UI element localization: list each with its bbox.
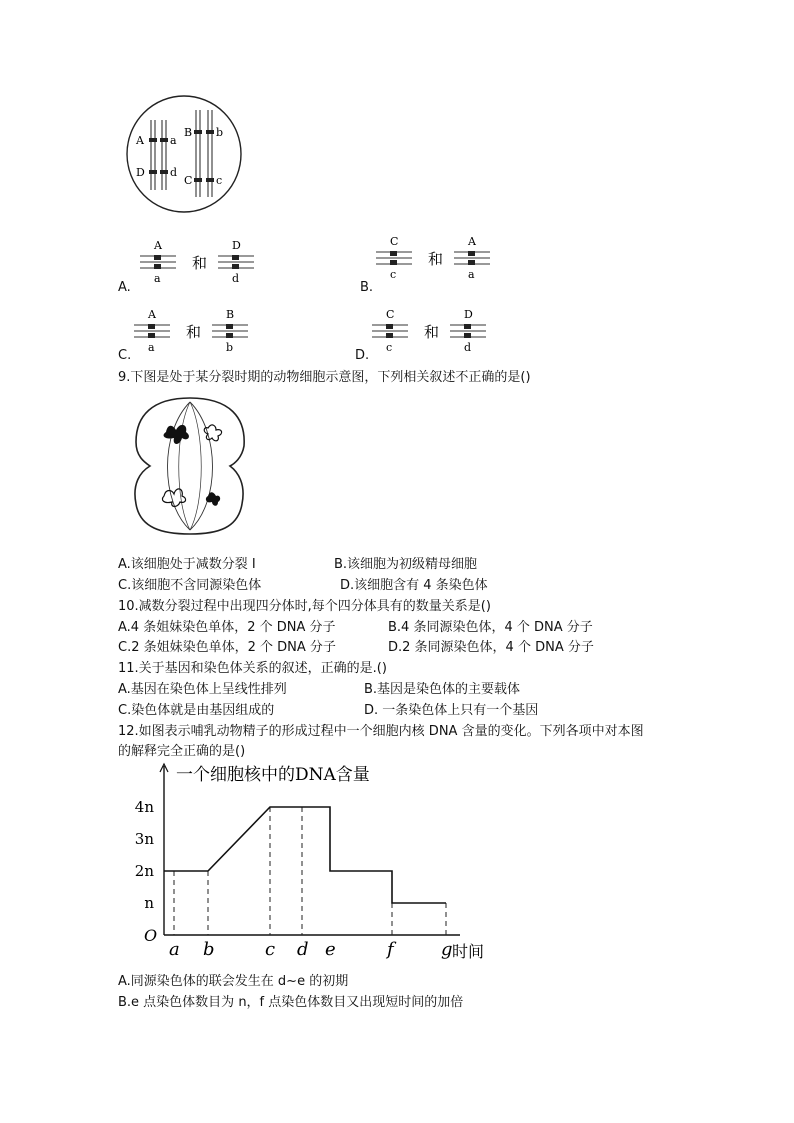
chromosome-label-bottom: d bbox=[464, 341, 472, 354]
q9-option-b[interactable]: B.该细胞为初级精母细胞 bbox=[334, 557, 478, 572]
q11-stem: 11.关于基因和染色体关系的叙述，正确的是.() bbox=[118, 661, 387, 676]
q9-option-d[interactable]: D.该细胞含有 4 条染色体 bbox=[340, 578, 488, 593]
q8-option-c[interactable]: C. bbox=[118, 348, 132, 363]
cell-label-D: D bbox=[136, 166, 145, 179]
q10-option-a[interactable]: A.4 条姐妹染色单体，2 个 DNA 分子 bbox=[118, 620, 336, 635]
q11-option-a[interactable]: A.基因在染色体上呈线性排列 bbox=[118, 682, 287, 697]
chart-title: 一个细胞核中的DNA含量 bbox=[176, 765, 370, 785]
q8-option-c-chromosomes bbox=[134, 305, 274, 359]
x-point-label: d bbox=[297, 939, 309, 960]
chromosome-label-top: C bbox=[390, 235, 399, 248]
q12-option-a[interactable]: A.同源染色体的联会发生在 d~e 的初期 bbox=[118, 974, 349, 989]
chromosome-label-top: A bbox=[154, 239, 162, 252]
q9-stem: 9.下图是处于某分裂时期的动物细胞示意图，下列相关叙述不正确的是() bbox=[118, 370, 531, 385]
chromosome-label-top: B bbox=[226, 308, 235, 321]
q11-option-c[interactable]: C.染色体就是由基因组成的 bbox=[118, 703, 275, 718]
cell-label-a: a bbox=[170, 134, 177, 147]
chromosome-label-bottom: c bbox=[386, 341, 393, 354]
q10-stem: 10.减数分裂过程中出现四分体时,每个四分体具有的数量关系是() bbox=[118, 599, 491, 614]
dna-content-chart bbox=[130, 760, 510, 970]
chromosome-label-top: C bbox=[386, 308, 395, 321]
x-point-label: a bbox=[169, 939, 180, 960]
x-point-label: b bbox=[203, 939, 215, 960]
y-tick-label: 4n bbox=[134, 798, 154, 816]
dna-content-line bbox=[164, 807, 446, 903]
cell-label-B: B bbox=[184, 126, 193, 139]
cell-label-b: b bbox=[216, 126, 224, 139]
q9-option-a[interactable]: A.该细胞处于减数分裂 I bbox=[118, 557, 256, 572]
x-point-label: g bbox=[441, 939, 453, 960]
q8-option-b-chromosomes bbox=[376, 232, 516, 286]
q9-cell-diagram bbox=[130, 392, 250, 540]
q11-option-d[interactable]: D. 一条染色体上只有一个基因 bbox=[364, 703, 539, 718]
and-word: 和 bbox=[192, 254, 208, 272]
chromosome-label-bottom: a bbox=[468, 268, 475, 281]
chromosome-label-bottom: b bbox=[226, 341, 234, 354]
chromosome-label-bottom: a bbox=[148, 341, 155, 354]
q12-stem-line2: 的解释完全正确的是() bbox=[118, 744, 246, 759]
q8-cell-diagram bbox=[124, 92, 244, 217]
chromosome-label-bottom: a bbox=[154, 272, 161, 285]
y-tick-label: 3n bbox=[134, 830, 154, 848]
chromosome-label-top: A bbox=[468, 235, 476, 248]
q8-option-a-chromosomes bbox=[140, 236, 280, 290]
chromosome-label-top: D bbox=[232, 239, 241, 252]
chromosome-label-top: D bbox=[464, 308, 473, 321]
origin-label: O bbox=[144, 926, 158, 945]
q12-stem-line1: 12.如图表示哺乳动物精子的形成过程中一个细胞内核 DNA 含量的变化。下列各项中对本图 bbox=[118, 724, 644, 739]
y-tick-label: 2n bbox=[134, 862, 154, 880]
y-tick-label: n bbox=[144, 894, 154, 912]
and-word: 和 bbox=[424, 323, 440, 341]
cell-label-d: d bbox=[170, 166, 178, 179]
q10-option-b[interactable]: B.4 条同源染色体，4 个 DNA 分子 bbox=[388, 620, 593, 635]
q11-option-b[interactable]: B.基因是染色体的主要载体 bbox=[364, 682, 521, 697]
q9-option-c[interactable]: C.该细胞不含同源染色体 bbox=[118, 578, 262, 593]
and-word: 和 bbox=[186, 323, 202, 341]
q8-option-a[interactable]: A. bbox=[118, 280, 131, 295]
q8-option-b[interactable]: B. bbox=[360, 280, 374, 295]
q10-option-c[interactable]: C.2 条姐妹染色单体，2 个 DNA 分子 bbox=[118, 640, 336, 655]
q10-option-d[interactable]: D.2 条同源染色体，4 个 DNA 分子 bbox=[388, 640, 594, 655]
x-point-label: c bbox=[265, 939, 276, 960]
cell-label-A: A bbox=[136, 134, 144, 147]
x-point-label: e bbox=[325, 939, 336, 960]
q12-option-b[interactable]: B.e 点染色体数目为 n，f 点染色体数目又出现短时间的加倍 bbox=[118, 995, 464, 1010]
x-point-label: f bbox=[387, 939, 394, 960]
and-word: 和 bbox=[428, 250, 444, 268]
cell-label-c: c bbox=[216, 174, 223, 187]
x-axis-label: 时间 bbox=[452, 942, 485, 961]
chromosome-label-bottom: c bbox=[390, 268, 397, 281]
cell-label-C: C bbox=[184, 174, 193, 187]
q8-option-d-chromosomes bbox=[372, 305, 512, 359]
q8-option-d[interactable]: D. bbox=[355, 348, 370, 363]
chromosome-label-bottom: d bbox=[232, 272, 240, 285]
chromosome-label-top: A bbox=[148, 308, 156, 321]
